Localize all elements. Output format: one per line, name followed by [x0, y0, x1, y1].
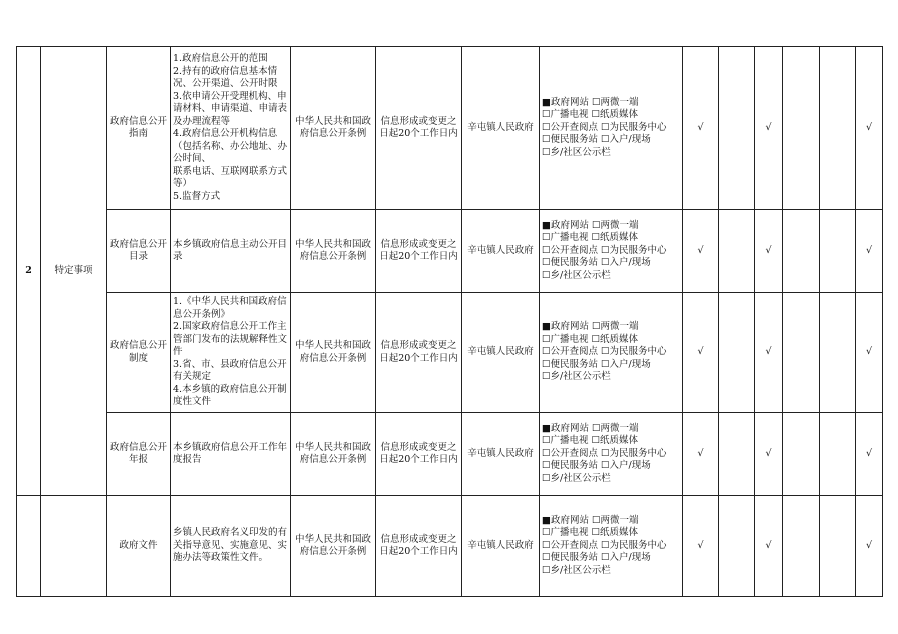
channel-option: ☐乡/社区公示栏 [542, 269, 611, 281]
channel-option: ☐便民服务站 ☐入户/现场 [542, 134, 651, 146]
item-channels [540, 210, 683, 293]
item-channels [540, 413, 683, 496]
channel-option: ☐公开查阅点 ☐为民服务中心 [542, 244, 667, 256]
empty-cell [783, 413, 820, 496]
item-name: 政府信息公开年报 [107, 413, 171, 496]
item-content [171, 413, 291, 496]
item-basis: 中华人民共和国政府信息公开条例 [291, 413, 376, 496]
check-mark: √ [755, 47, 783, 210]
item-subject: 辛屯镇人民政府 [462, 293, 540, 413]
empty-cell [820, 496, 856, 597]
channel-option: ■政府网站 ☐两微一端 [542, 219, 639, 231]
content-line: 5.监督方式 [173, 190, 221, 202]
item-subject: 辛屯镇人民政府 [462, 210, 540, 293]
empty-cell [783, 293, 820, 413]
item-basis: 中华人民共和国政府信息公开条例 [291, 293, 376, 413]
channel-option: ☐便民服务站 ☐入户/现场 [542, 460, 651, 472]
item-channels [540, 47, 683, 210]
content-line: 本乡镇政府信息主动公开目录 [173, 238, 288, 262]
empty-cell [719, 210, 755, 293]
item-content [171, 293, 291, 413]
check-mark: √ [683, 413, 719, 496]
item-time-limit: 信息形成或变更之日起20个工作日内 [376, 47, 462, 210]
item-name: 政府信息公开目录 [107, 210, 171, 293]
channel-option: ☐公开查阅点 ☐为民服务中心 [542, 447, 667, 459]
item-content [171, 47, 291, 210]
item-channels [540, 496, 683, 597]
item-time-limit: 信息形成或变更之日起20个工作日内 [376, 496, 462, 597]
table-row [17, 47, 883, 210]
content-line: 2.持有的政府信息基本情况、公开渠道、公开时限 [173, 65, 278, 89]
channel-option: ☐便民服务站 ☐入户/现场 [542, 257, 651, 269]
item-time-limit: 信息形成或变更之日起20个工作日内 [376, 210, 462, 293]
table-row [17, 293, 883, 413]
empty-cell [719, 47, 755, 210]
channel-option: ☐广播电视 ☐纸质媒体 [542, 435, 639, 447]
channel-option: ☐乡/社区公示栏 [542, 564, 611, 576]
check-mark: √ [856, 413, 883, 496]
item-basis: 中华人民共和国政府信息公开条例 [291, 496, 376, 597]
content-line: 2.国家政府信息公开工作主管部门发布的法规解释性文件 [173, 321, 288, 358]
disclosure-table [16, 46, 883, 597]
channel-option: ■政府网站 ☐两微一端 [542, 321, 639, 333]
check-mark: √ [755, 413, 783, 496]
channel-option: ☐公开查阅点 ☐为民服务中心 [542, 346, 667, 358]
empty-cell [783, 47, 820, 210]
item-subject: 辛屯镇人民政府 [462, 47, 540, 210]
check-mark: √ [683, 47, 719, 210]
content-line: 4.政府信息公开机构信息（包括名称、办公地址、办公时间、 [173, 128, 288, 164]
check-mark: √ [755, 293, 783, 413]
table-body [17, 47, 883, 597]
channel-option: ☐乡/社区公示栏 [542, 146, 611, 158]
empty-cell [719, 413, 755, 496]
empty-cell [820, 413, 856, 496]
channel-option: ☐便民服务站 ☐入户/现场 [542, 552, 651, 564]
check-mark: √ [755, 496, 783, 597]
empty-cell [820, 47, 856, 210]
empty-cell [783, 496, 820, 597]
group-number: 2 [17, 47, 41, 496]
content-line: 3.省、市、县政府信息公开有关规定 [173, 358, 287, 383]
item-basis: 中华人民共和国政府信息公开条例 [291, 47, 376, 210]
item-basis: 中华人民共和国政府信息公开条例 [291, 210, 376, 293]
table-row [17, 496, 883, 597]
empty-cell [41, 496, 107, 597]
channel-option: ☐公开查阅点 ☐为民服务中心 [542, 539, 667, 551]
empty-cell [783, 210, 820, 293]
item-time-limit: 信息形成或变更之日起20个工作日内 [376, 293, 462, 413]
channel-option: ■政府网站 ☐两微一端 [542, 422, 639, 434]
empty-cell [820, 210, 856, 293]
table-row [17, 210, 883, 293]
table-row [17, 413, 883, 496]
content-line: 1.政府信息公开的范围 [173, 53, 268, 64]
check-mark: √ [683, 210, 719, 293]
empty-cell [719, 293, 755, 413]
channel-option: ☐广播电视 ☐纸质媒体 [542, 333, 639, 345]
channel-option: ☐广播电视 ☐纸质媒体 [542, 109, 639, 121]
empty-cell [719, 496, 755, 597]
group-category: 特定事项 [41, 47, 107, 496]
check-mark: √ [683, 496, 719, 597]
channel-option: ☐乡/社区公示栏 [542, 371, 611, 383]
item-channels [540, 293, 683, 413]
content-line: 乡镇人民政府名义印发的有关指导意见、实施意见、实施办法等政策性文件。 [173, 527, 288, 564]
channel-option: ☐广播电视 ☐纸质媒体 [542, 232, 639, 244]
content-line: 本乡镇政府信息公开工作年度报告 [173, 441, 288, 465]
content-line: 1.《中华人民共和国政府信息公开条例》 [173, 296, 287, 320]
item-name: 政府信息公开指南 [107, 47, 171, 210]
channel-option: ☐便民服务站 ☐入户/现场 [542, 358, 651, 370]
check-mark: √ [856, 210, 883, 293]
item-subject: 辛屯镇人民政府 [462, 413, 540, 496]
check-mark: √ [683, 293, 719, 413]
channel-option: ■政府网站 ☐两微一端 [542, 514, 639, 526]
content-line: 联系电话、互联网联系方式等） [173, 165, 288, 189]
check-mark: √ [856, 496, 883, 597]
channel-option: ☐乡/社区公示栏 [542, 472, 611, 484]
check-mark: √ [755, 210, 783, 293]
channel-option: ■政府网站 ☐两微一端 [542, 96, 639, 108]
channel-option: ☐广播电视 ☐纸质媒体 [542, 527, 639, 539]
item-name: 政府文件 [107, 496, 171, 597]
item-name: 政府信息公开制度 [107, 293, 171, 413]
check-mark: √ [856, 293, 883, 413]
content-line: 3.依申请公开受理机构、申请材料、申请渠道、申请表及办理流程等 [173, 90, 288, 127]
empty-cell [17, 496, 41, 597]
check-mark: √ [856, 47, 883, 210]
item-time-limit: 信息形成或变更之日起20个工作日内 [376, 413, 462, 496]
item-content [171, 210, 291, 293]
item-subject: 辛屯镇人民政府 [462, 496, 540, 597]
empty-cell [820, 293, 856, 413]
channel-option: ☐公开查阅点 ☐为民服务中心 [542, 121, 667, 133]
item-content [171, 496, 291, 597]
content-line: 4.本乡镇的政府信息公开制度性文件 [173, 383, 287, 408]
